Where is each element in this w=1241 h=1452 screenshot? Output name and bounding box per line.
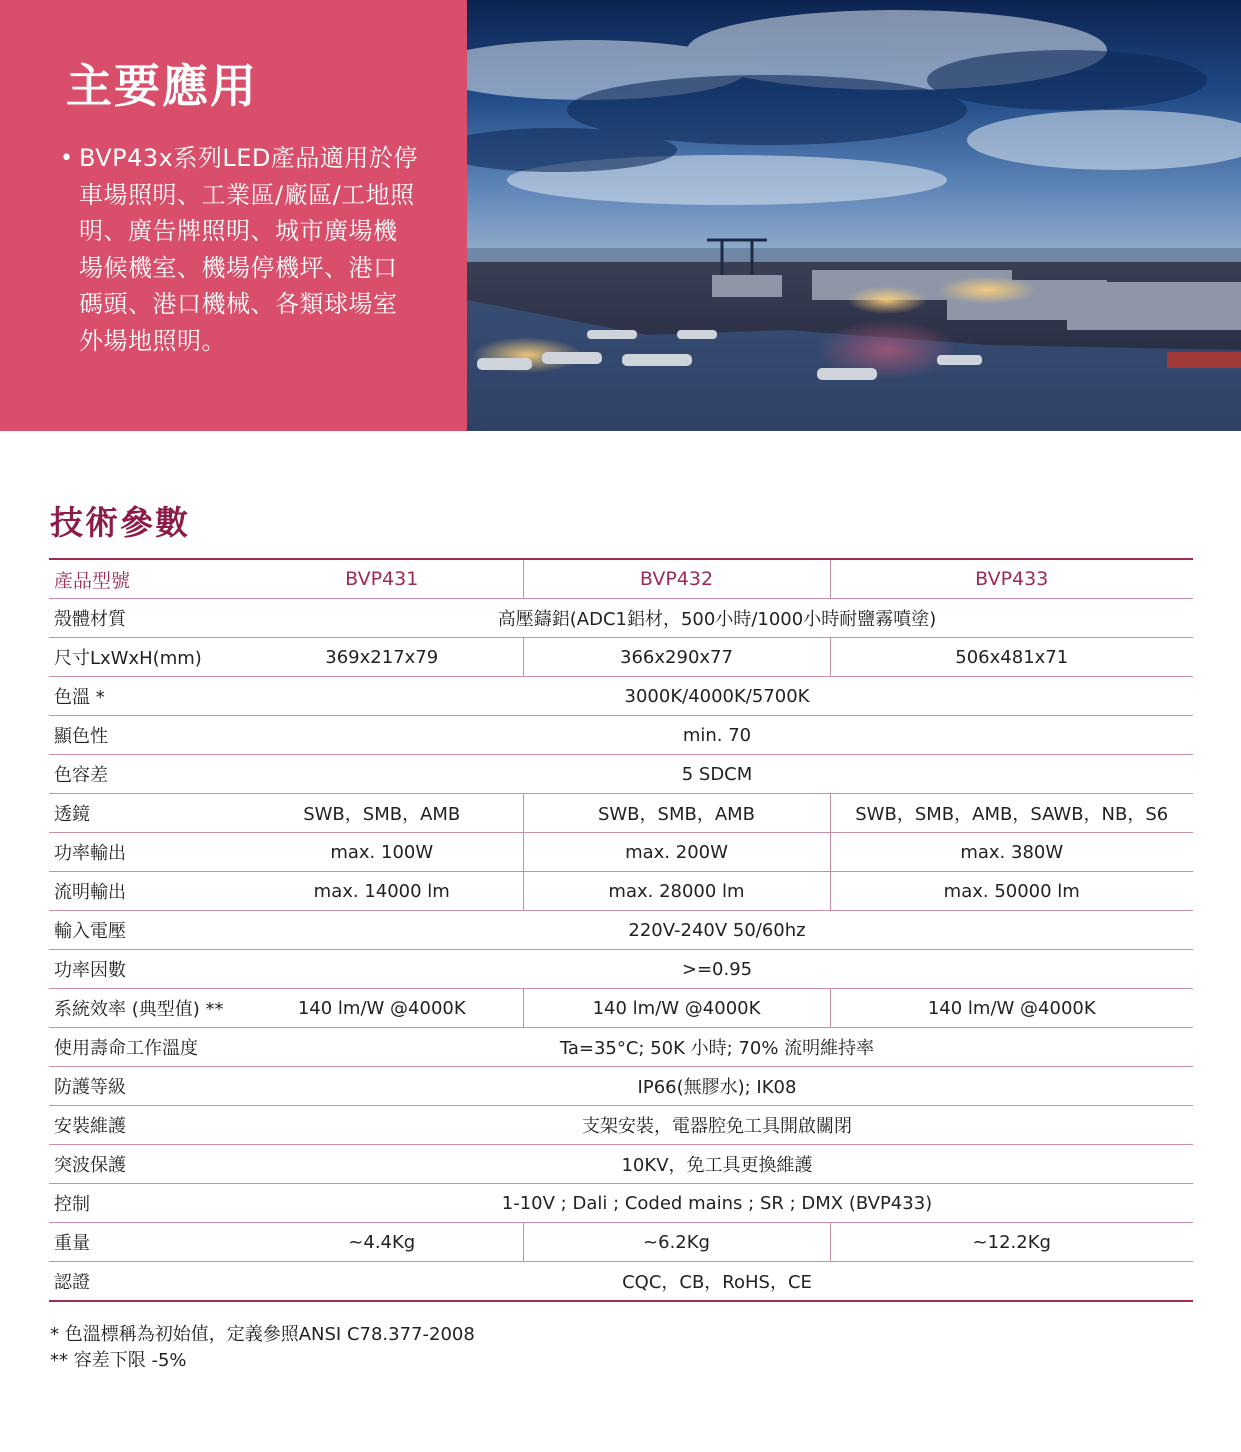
row-value-bvp432: max. 28000 lm (523, 872, 830, 911)
header-label: 產品型號 (49, 559, 241, 599)
spec-row-installation (49, 1106, 1193, 1145)
spec-row-cct (49, 677, 1193, 716)
spec-row-certification (49, 1262, 1193, 1302)
row-value-bvp433: max. 380W (830, 833, 1193, 872)
row-label: 認證 (54, 1272, 90, 1293)
row-value: 220V-240V 50/60hz (241, 911, 1193, 950)
spec-row-efficacy (49, 989, 1193, 1028)
model-bvp432: BVP432 (523, 559, 830, 599)
row-label: 輸入電壓 (49, 911, 241, 950)
hero-title: 主要應用 (66, 59, 258, 113)
row-value-bvp431: SWB，SMB，AMB (241, 794, 523, 833)
row-label: 系統效率 (典型值) ** (49, 989, 241, 1028)
spec-row-surge (49, 1145, 1193, 1184)
spec-table (49, 558, 1193, 1302)
spec-row-lumen (49, 872, 1193, 911)
footnote-tolerance: ** 容差下限 -5% (50, 1350, 187, 1371)
port-night-photo (467, 0, 1241, 431)
row-label: 色容差 (49, 755, 241, 794)
spec-row-color-tolerance (49, 755, 1193, 794)
row-value: 10KV，免工具更換維護 (241, 1145, 1193, 1184)
row-value-bvp432: max. 200W (523, 833, 830, 872)
row-value-bvp433: 506x481x71 (830, 638, 1193, 677)
row-value-bvp433: 140 lm/W @4000K (830, 989, 1193, 1028)
row-label: 重量 (49, 1223, 241, 1262)
row-value-bvp432: ~6.2Kg (523, 1223, 830, 1262)
row-label: 安裝維護 (49, 1106, 241, 1145)
spec-row-weight (49, 1223, 1193, 1262)
row-label: 殼體材質 (49, 599, 241, 638)
row-value-bvp431: max. 100W (241, 833, 523, 872)
row-value-bvp431: ~4.4Kg (241, 1223, 523, 1262)
spec-row-protection (49, 1067, 1193, 1106)
spec-row-dimensions (49, 638, 1193, 677)
row-value-bvp433: SWB，SMB，AMB，SAWB，NB，S6 (830, 794, 1193, 833)
row-label: 突波保護 (49, 1145, 241, 1184)
hero-section (0, 0, 1241, 431)
row-label: 功率輸出 (49, 833, 241, 872)
row-value: 5 SDCM (241, 755, 1193, 794)
row-value: min. 70 (241, 716, 1193, 755)
footnotes (50, 1322, 475, 1374)
row-value: IP66(無膠水); IK08 (241, 1067, 1193, 1106)
bullet-dot: • (60, 146, 73, 171)
row-label: 尺寸LxWxH(mm) (49, 638, 241, 677)
row-value-bvp432: 366x290x77 (523, 638, 830, 677)
spec-row-cri (49, 716, 1193, 755)
spec-row-control (49, 1184, 1193, 1223)
port-photo-illustration (467, 0, 1241, 431)
spec-row-power-factor (49, 950, 1193, 989)
row-value-bvp433: max. 50000 lm (830, 872, 1193, 911)
row-value-bvp431: 369x217x79 (241, 638, 523, 677)
model-bvp433: BVP433 (830, 559, 1193, 599)
row-value: Ta=35°C; 50K 小時; 70% 流明維持率 (241, 1028, 1193, 1067)
row-value: 1-10V ; Dali ; Coded mains ; SR ; DMX (BVP433) (241, 1184, 1193, 1223)
row-label: 流明輸出 (49, 872, 241, 911)
spec-row-lifetime (49, 1028, 1193, 1067)
application-description: BVP43x系列LED產品適用於停車場照明、工業區/廠區/工地照明、廣告牌照明、城市廣場機場候機室、機場停機坪、港口碼頭、港口機械、各類球場室外場地照明。 (79, 144, 418, 355)
spec-row-voltage (49, 911, 1193, 950)
row-value: 3000K/4000K/5700K (241, 677, 1193, 716)
row-label: 使用壽命工作溫度 (49, 1028, 241, 1067)
spec-row-housing (49, 599, 1193, 638)
row-label: 防護等級 (49, 1067, 241, 1106)
row-label: 透鏡 (49, 794, 241, 833)
hero-text-panel (0, 0, 467, 431)
row-value: 高壓鑄鋁(ADC1鋁材，500小時/1000小時耐鹽霧噴塗) (241, 599, 1193, 638)
row-value: >=0.95 (241, 950, 1193, 989)
row-label: 控制 (49, 1184, 241, 1223)
spec-row-optics (49, 794, 1193, 833)
model-bvp431: BVP431 (241, 559, 523, 599)
row-label: 功率因數 (49, 950, 241, 989)
footnote-cct: * 色溫標稱為初始值，定義參照ANSI C78.377-2008 (50, 1324, 475, 1345)
row-value-bvp432: SWB，SMB，AMB (523, 794, 830, 833)
row-value: CQC，CB，RoHS，CE (622, 1272, 812, 1293)
row-value-bvp431: max. 14000 lm (241, 872, 523, 911)
spec-row-power (49, 833, 1193, 872)
row-value-bvp433: ~12.2Kg (830, 1223, 1193, 1262)
spec-title: 技術參數 (50, 503, 190, 542)
spec-header-row (49, 559, 1193, 599)
row-label: 色溫 * (49, 677, 241, 716)
row-label: 顯色性 (49, 716, 241, 755)
row-value: 支架安裝，電器腔免工具開啟關閉 (241, 1106, 1193, 1145)
row-value-bvp432: 140 lm/W @4000K (523, 989, 830, 1028)
row-value-bvp431: 140 lm/W @4000K (241, 989, 523, 1028)
